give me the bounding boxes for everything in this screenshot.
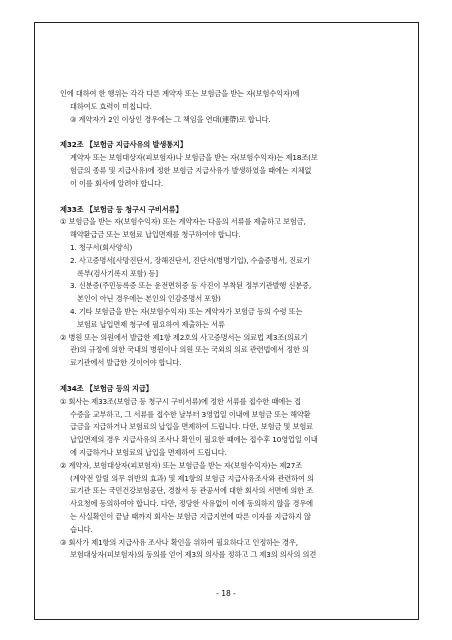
article-34 [60, 383, 394, 562]
text-line: 이 이를 회사에 알려야 합니다. [70, 178, 164, 188]
article-title: 제34조 【보험금 등의 지급】 [60, 383, 153, 393]
text-line: 험금의 종류 및 지급사유)에 정한 보험금 지급사유가 발생하였을 때에는 지체없 [70, 165, 312, 175]
text-line: ② 병원 또는 의원에서 발급한 제1항 제2호의 사고증명서는 의료법 제3조(의료기 [60, 332, 308, 342]
text-line: 대하여도 효력이 미칩니다. [70, 101, 152, 111]
text-line: 사요청에 동의하여야 합니다. 다만, 정당한 사유없이 이에 동의하지 않을 경우에 [70, 499, 314, 509]
text-line: 료기관에서 발급한 것이어야 합니다. [70, 358, 182, 368]
text-line: 3. 신분증(주민등록증 또는 운전면허증 등 사진이 부착된 정부기관발행 신분증, [70, 281, 312, 291]
text-line: 1. 청구서(회사양식) [70, 242, 133, 252]
text-line: ③ 회사가 제1항의 지급사유 조사나 확인을 위하여 필요하다고 인정하는 경우, [60, 537, 298, 547]
text-line: 해약환급금 또는 보험료 납입면제를 청구하여야 합니다. [70, 230, 241, 240]
text-line: 본인이 아닌 경우에는 본인의 인감증명서 포함) [77, 294, 221, 304]
text-line: 관)의 규정에 의한 국내의 병원이나 의원 또는 국외의 의료 관련법에서 정한 의 [70, 345, 309, 355]
article-32 [60, 139, 394, 190]
text-line: ① 보험금을 받는 자(보험수익자) 또는 계약자는 다음의 서류를 제출하고 보험금, [60, 217, 306, 227]
article-title: 제32조 【보험금 지급사유의 발생통지】 [60, 140, 187, 150]
text-line: 4. 기타 보험금을 받는 자(보험수익자) 또는 계약자가 보험금 등의 수령 또는 [70, 306, 303, 316]
intro-block [60, 88, 394, 126]
text-line: 습니다. [70, 524, 93, 534]
text-line: ① 회사는 제33조(보험금 등 청구시 구비서류)에 정한 서류를 접수한 때에는 접 [60, 396, 301, 406]
text-line: (계약전 알릴 의무 위반의 효과) 및 제1항의 보험금 지급사유조사와 관련하여 의 [70, 473, 314, 483]
text-line: ③ 계약자가 2인 이상인 경우에는 그 책임을 연대(連帶)로 합니다. [70, 114, 271, 124]
text-line: 록부(검사기록지 포함) 등] [77, 268, 158, 278]
text-line: 계약자 또는 보험대상자(피보험자)나 보험금을 받는 자(보험수익자)는 제18조(보 [70, 153, 318, 163]
text-line: 급금을 지급하거나 보험료의 납입을 면제하여 드립니다. 다만, 보험금 및 보험료 [70, 422, 314, 432]
text-line: ② 계약자, 보험대상자(피보험자) 또는 보험금을 받는 자(보험수익자)는 제27조 [60, 460, 303, 470]
text-line: 에 지급하거나 보험료의 납입을 면제하여 드립니다. [70, 447, 227, 457]
document-body [60, 88, 394, 562]
text-line: 보험료 납입면제 청구에 필요하여 제출하는 서류 [77, 319, 225, 329]
article-33 [60, 204, 394, 370]
text-line: 수증을 교부하고, 그 서류를 접수한 날부터 3영업일 이내에 보험금 또는 해약환 [70, 409, 311, 419]
text-line: 보험대상자(피보험자)의 동의를 얻어 제3의 의사를 정하고 그 제3의 의사의 의견 [70, 550, 317, 560]
text-line: 인에 대하여 한 행위는 각각 다른 계약자 또는 보험금을 받는 자(보험수익자)에 [60, 89, 300, 98]
text-line: 납입면제의 경우 지급사유의 조사나 확인이 필요한 때에는 접수후 10영업일 이내 [70, 435, 318, 445]
text-line: 는 사실확인이 끝날 때까지 회사는 보험금 지급지연에 따른 이자를 지급하지 않 [70, 511, 311, 521]
page-number: - 18 - [216, 589, 236, 598]
article-title: 제33조 【보험금 등 청구시 구비서류】 [60, 204, 183, 214]
text-line: 2. 사고증명서[사망진단서, 장해진단서, 진단서(병명기입), 수술증명서, 진료기 [70, 255, 310, 265]
text-line: 료기관 또는 국민건강보험공단, 경찰서 등 관공서에 대한 회사의 서면에 의한 조 [70, 486, 314, 496]
